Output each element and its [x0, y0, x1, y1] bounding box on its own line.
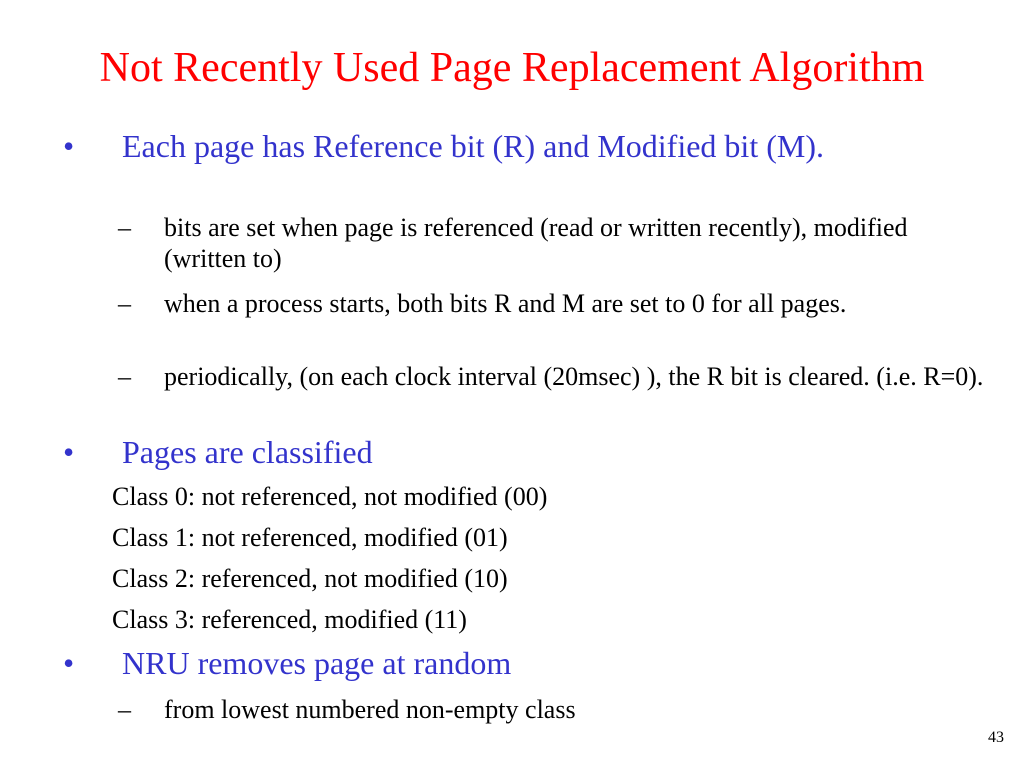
class-line: Class 3: referenced, modified (11) [112, 605, 467, 634]
bullet-text: Each page has Reference bit (R) and Modified bit (M). [122, 128, 824, 164]
bullet-glyph: • [63, 645, 75, 681]
dash-glyph: – [118, 695, 131, 724]
sub-bullet-text: bits are set when page is referenced (read or written recently), modified (written to) [164, 213, 908, 273]
bullet-glyph: • [63, 434, 75, 470]
bullet-glyph: • [63, 128, 75, 164]
page-number: 43 [988, 729, 1004, 746]
class-line: Class 2: referenced, not modified (10) [112, 564, 508, 593]
dash-glyph: – [118, 289, 131, 318]
class-line: Class 0: not referenced, not modified (00) [112, 482, 548, 511]
bullet-text: NRU removes page at random [122, 645, 512, 681]
dash-glyph: – [118, 213, 131, 242]
sub-bullet-text: periodically, (on each clock interval (20msec) ), the R bit is cleared. (i.e. R=0). [164, 362, 984, 391]
bullet-text: Pages are classified [122, 434, 373, 470]
sub-bullet-text: when a process starts, both bits R and M are set to 0 for all pages. [164, 289, 847, 318]
dash-glyph: – [118, 362, 131, 391]
class-line: Class 1: not referenced, modified (01) [112, 523, 508, 552]
slide-title: Not Recently Used Page Replacement Algorithm [99, 45, 925, 91]
sub-bullet-text: from lowest numbered non-empty class [164, 695, 576, 724]
